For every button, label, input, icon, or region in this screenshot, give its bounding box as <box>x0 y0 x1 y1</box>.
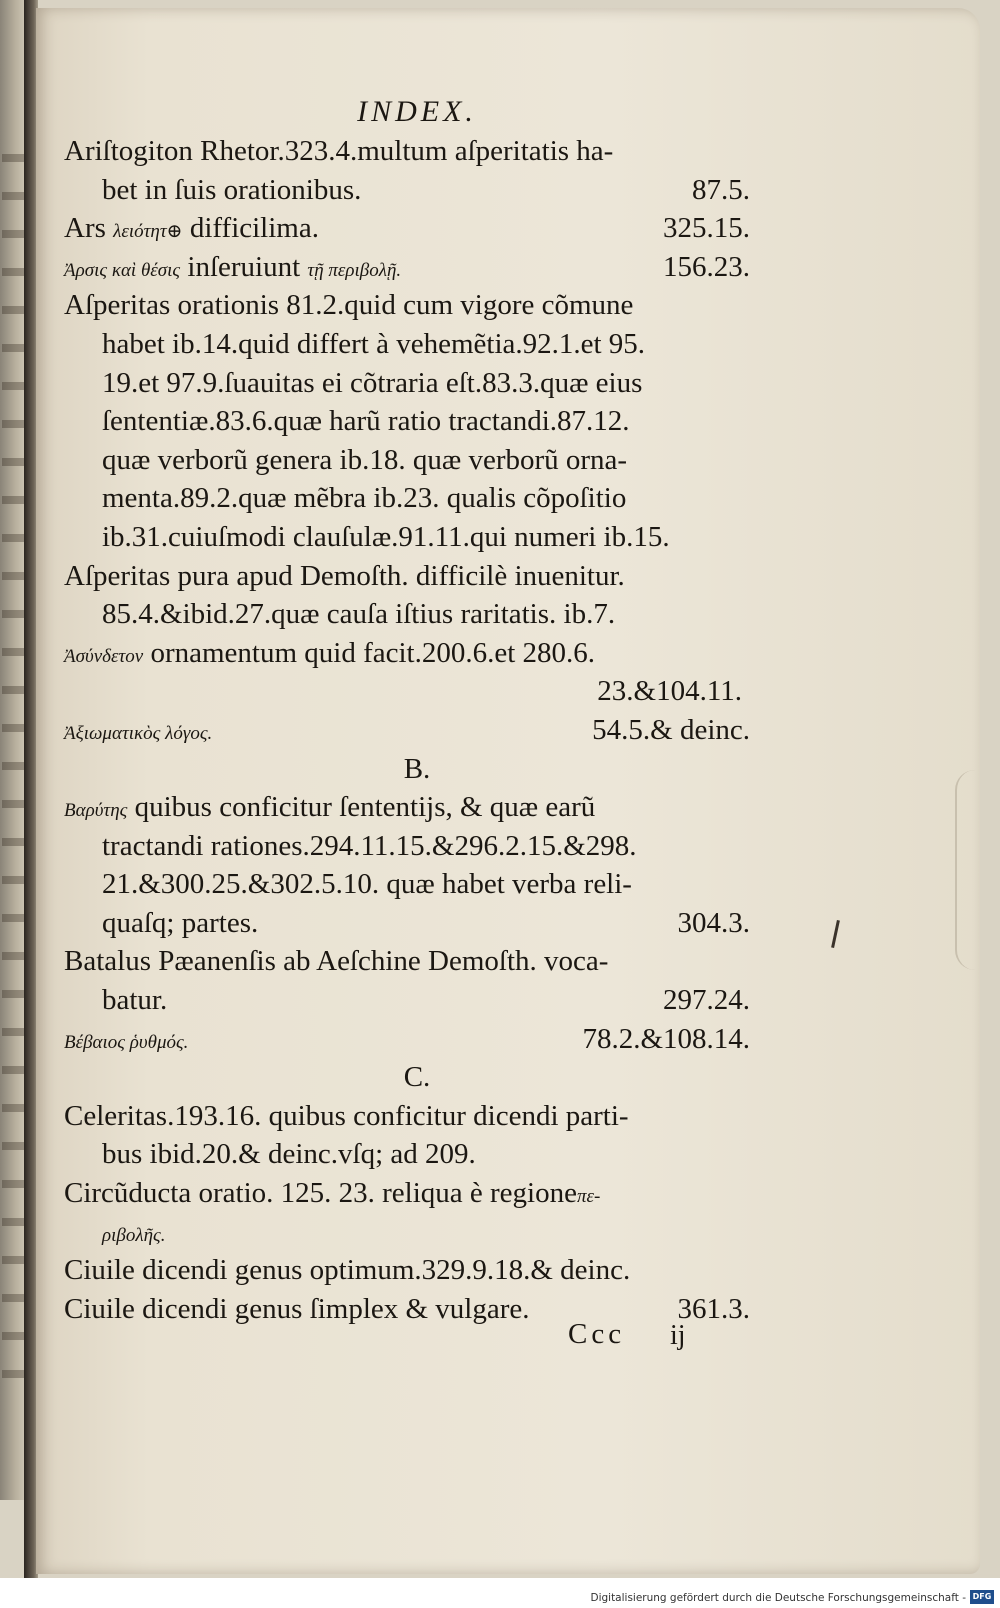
index-entry-line: 19.et 97.9.ſuauitas ei cõtraria eſt.83.3.quæ eius <box>102 366 643 399</box>
index-entry-line: Ἀσύνδετον ornamentum quid facit.200.6.et 280.6. <box>64 636 596 669</box>
page-reference: 304.3. <box>677 906 750 939</box>
index-entry-line: quaſq; partes. 304.3. <box>64 904 750 943</box>
greek-text: Ἀσύνδετον <box>64 645 144 667</box>
index-entry-line: Ciuile dicendi genus optimum.329.9.18.& deinc. <box>64 1254 631 1287</box>
greek-text: λειότητ⊕ <box>113 221 183 243</box>
index-entry-line: Ἀρσις καὶ θέσις inſeruiunt τῇ περιβολῇ. 156.23. <box>64 248 750 287</box>
index-entry-line <box>64 1020 750 1059</box>
index-text <box>64 92 750 1328</box>
greek-text: Βαρύτης <box>64 800 128 822</box>
index-entry-line <box>64 1213 750 1252</box>
index-entry-line: 85.4.&ibid.27.quæ cauſa iſtius raritatis. ib.7. <box>102 598 616 631</box>
page-reference: 297.24. <box>663 984 750 1017</box>
page-reference: 54.5.& deinc. <box>592 713 750 746</box>
index-entry-line: 23.&104.11. <box>597 675 742 708</box>
digitization-credit: Digitalisierung gefördert durch die Deutsche Forschungsgemeinschaft - <box>590 1592 966 1604</box>
index-entry-line: Ciuile dicendi genus ſimplex & vulgare. 361.3. <box>64 1290 750 1329</box>
index-entry-line: Ars λειότητ⊕ difficilima. 325.15. <box>64 209 750 248</box>
index-entry-line: Βαρύτης quibus conficitur ſententijs, & quæ earũ <box>64 791 596 824</box>
running-head: INDEX. <box>357 95 477 128</box>
page-reference: 156.23. <box>663 250 750 283</box>
section-letter-b: B. <box>403 752 431 785</box>
greek-text: ριβολῆς. <box>102 1224 166 1246</box>
index-entry-line: batur. 297.24. <box>64 981 750 1020</box>
facing-page-text <box>2 140 24 1400</box>
index-entry-line: 21.&300.25.&302.5.10. quæ habet verba reli- <box>102 868 632 901</box>
index-entry-line: ſententiæ.83.6.quæ harũ ratio tractandi.87.12. <box>102 405 630 438</box>
greek-text: Ἀξιωματικὸς λόγος. <box>64 722 213 744</box>
page-reference: 78.2.&108.14. <box>582 1022 750 1055</box>
index-entry-line: habet ib.14.quid differt à vehemẽtia.92.1.et 95. <box>102 327 646 360</box>
index-entry-line: menta.89.2.quæ mẽbra ib.23. qualis cõpoſitio <box>102 482 627 515</box>
page-reference: 361.3. <box>677 1292 750 1325</box>
index-entry-line: Ariſtogiton Rhetor.323.4.multum aſperitatis ha- <box>64 135 614 167</box>
greek-text: τῇ περιβολῇ. <box>307 259 402 281</box>
signature-number: ij <box>670 1320 686 1351</box>
section-letter-c: C. <box>403 1061 431 1094</box>
index-entry-line: quæ verborũ genera ib.18. quæ verborũ orna- <box>102 443 628 476</box>
index-entry-line <box>64 711 750 750</box>
signature-mark: Ccc <box>568 1318 626 1350</box>
page-reference: 325.15. <box>663 212 750 245</box>
index-entry-line: Celeritas.193.16. quibus conficitur dicendi parti- <box>64 1099 629 1132</box>
greek-text: Ἀρσις καὶ θέσις <box>64 259 181 281</box>
index-entry-line: Aſperitas pura apud Demoſth. difficilè inuenitur. <box>64 559 625 592</box>
page-fold-edge <box>955 770 997 970</box>
index-entry-line: ib.31.cuiuſmodi clauſulæ.91.11.qui numeri ib.15. <box>102 520 670 553</box>
index-entry-line: bet in ſuis orationibus. 87.5. <box>64 171 750 210</box>
dfg-logo-icon: DFG <box>970 1590 994 1604</box>
index-entry-line: Batalus Pæanenſis ab Aeſchine Demoſth. voca- <box>64 945 609 978</box>
greek-text: πε- <box>576 1186 601 1208</box>
greek-text: Βέβαιος ῥυθμός. <box>64 1031 189 1053</box>
index-entry-line: bus ibid.20.& deinc.vſq; ad 209. <box>102 1138 476 1171</box>
page-reference: 87.5. <box>692 173 750 206</box>
index-entry-line: Circũducta oratio. 125. 23. reliqua è regioneπε- <box>64 1177 601 1210</box>
index-entry-line: Aſperitas orationis 81.2.quid cum vigore cõmune <box>64 289 634 322</box>
index-entry-line: tractandi rationes.294.11.15.&296.2.15.&298. <box>102 829 637 862</box>
